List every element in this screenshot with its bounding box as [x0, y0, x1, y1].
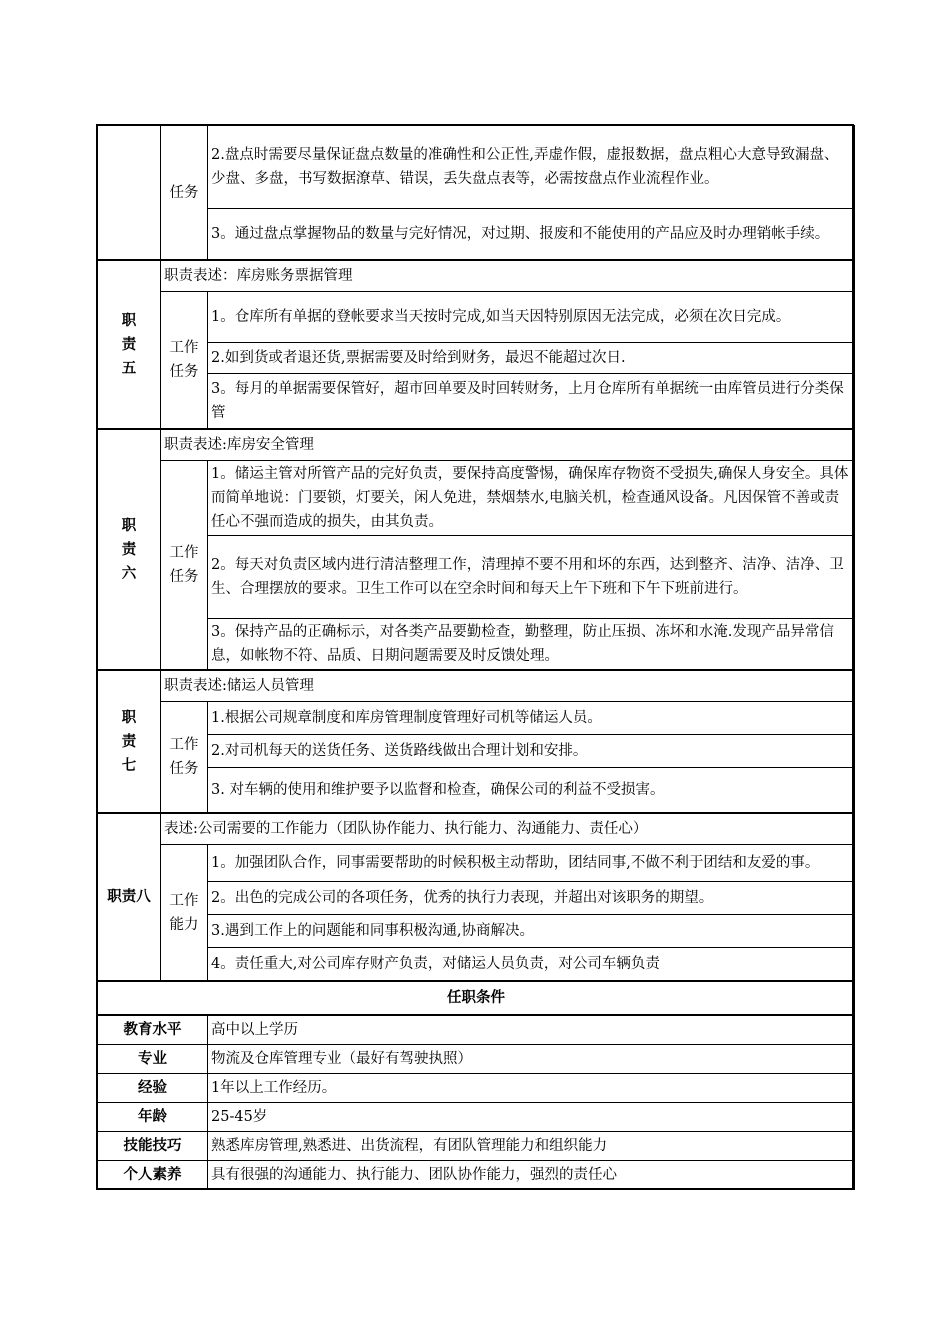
duty-5-task-row	[98, 343, 855, 374]
requirements-header-row	[98, 981, 855, 1015]
duty-8-task-row	[98, 948, 855, 982]
duty-7-description: 职责表述:储运人员管理	[161, 670, 855, 702]
requirement-value: 1年以上工作经历。	[208, 1074, 855, 1103]
duty-7-task-label: 工作 任务	[161, 702, 208, 814]
duty-5-desc-row	[98, 260, 855, 292]
duty-8-task-1: 1。加强团队合作，同事需要帮助的时候积极主动帮助，团结同事,不做不利于团结和友爱的事。	[208, 845, 855, 882]
duty-8-task-label: 工作 能力	[161, 845, 208, 982]
duty-7-desc-row	[98, 670, 855, 702]
duty-6-task-row	[98, 461, 855, 536]
requirement-row	[98, 1015, 855, 1045]
duty-5-task-2: 2.如到货或者退还货,票据需要及时给到财务，最迟不能超过次日.	[208, 343, 855, 374]
duty-8-task-row	[98, 845, 855, 882]
duty-8-description: 表述:公司需要的工作能力（团队协作能力、执行能力、沟通能力、责任心）	[161, 813, 855, 845]
requirement-value: 熟悉库房管理,熟悉进、出货流程，有团队管理能力和组织能力	[208, 1132, 855, 1161]
duty-5-task-row	[98, 374, 855, 430]
requirements-title: 任职条件	[98, 981, 855, 1015]
requirement-label: 专业	[98, 1045, 208, 1074]
duty-8-task-row	[98, 882, 855, 915]
requirement-value: 具有很强的沟通能力、执行能力、团队协作能力，强烈的责任心	[208, 1161, 855, 1190]
requirement-value: 高中以上学历	[208, 1015, 855, 1045]
requirement-row	[98, 1103, 855, 1132]
duty-6-task-label: 工作 任务	[161, 461, 208, 671]
duty-7-task-row	[98, 735, 855, 768]
duty-5-task-label: 工作 任务	[161, 292, 208, 430]
duty-6-task-row	[98, 536, 855, 619]
duty-8-task-3: 3.遇到工作上的问题能和同事积极沟通,协商解决。	[208, 915, 855, 948]
duty-8-desc-row	[98, 813, 855, 845]
duty-7-task-row	[98, 702, 855, 735]
duty-7-task-row	[98, 768, 855, 814]
duty-6-task-row	[98, 619, 855, 671]
duty-4-task-label: 任务	[161, 126, 208, 261]
duty-5-task-1: 1。仓库所有单据的登帐要求当天按时完成,如当天因特别原因无法完成，必须在次日完成。	[208, 292, 855, 343]
duty-7-task-1: 1.根据公司规章制度和库房管理制度管理好司机等储运人员。	[208, 702, 855, 735]
requirement-row	[98, 1161, 855, 1190]
requirement-label: 个人素养	[98, 1161, 208, 1190]
duty-4-task-row	[98, 209, 855, 261]
duty-4-label-cell	[98, 126, 161, 261]
duty-7-task-2: 2.对司机每天的送货任务、送货路线做出合理计划和安排。	[208, 735, 855, 768]
duty-8-task-2: 2。出色的完成公司的各项任务，优秀的执行力表现，并超出对该职务的期望。	[208, 882, 855, 915]
requirement-value: 物流及仓库管理专业（最好有驾驶执照）	[208, 1045, 855, 1074]
duty-5-task-row	[98, 292, 855, 343]
duty-6-description: 职责表述:库房安全管理	[161, 429, 855, 461]
duty-7-task-3: 3. 对车辆的使用和维护要予以监督和检查，确保公司的利益不受损害。	[208, 768, 855, 814]
duty-5-label: 职 责 五	[98, 260, 161, 429]
duty-4-task-2: 2.盘点时需要尽量保证盘点数量的准确性和公正性,弄虚作假，虚报数据，盘点粗心大意导致漏盘、少盘、多盘，书写数据潦草、错误，丢失盘点表等，必需按盘点作业流程作业。	[208, 126, 855, 209]
duty-6-task-3: 3。保持产品的正确标示，对各类产品要勤检查，勤整理，防止压损、冻坏和水淹.发现产品异常信息，如帐物不符、品质、日期问题需要及时反馈处理。	[208, 619, 855, 671]
requirement-row	[98, 1074, 855, 1103]
duty-8-task-4: 4。责任重大,对公司库存财产负责，对储运人员负责，对公司车辆负责	[208, 948, 855, 982]
duty-6-task-2: 2。每天对负责区域内进行清洁整理工作，清理掉不要不用和坏的东西，达到整齐、洁净、洁净、卫生、合理摆放的要求。卫生工作可以在空余时间和每天上午下班和下午下班前进行。	[208, 536, 855, 619]
duty-7-label: 职 责 七	[98, 670, 161, 813]
duty-8-task-row	[98, 915, 855, 948]
requirement-row	[98, 1045, 855, 1074]
requirement-label: 经验	[98, 1074, 208, 1103]
requirement-label: 教育水平	[98, 1015, 208, 1045]
requirement-value: 25-45岁	[208, 1103, 855, 1132]
duty-6-desc-row	[98, 429, 855, 461]
requirement-label: 年龄	[98, 1103, 208, 1132]
requirement-label: 技能技巧	[98, 1132, 208, 1161]
duty-4-task-3: 3。通过盘点掌握物品的数量与完好情况，对过期、报废和不能使用的产品应及时办理销帐手续。	[208, 209, 855, 261]
duty-8-label: 职责八	[98, 813, 161, 981]
requirement-row	[98, 1132, 855, 1161]
duty-6-task-1: 1。储运主管对所管产品的完好负责，要保持高度警惕，确保库存物资不受损失,确保人身安全。具体而简单地说：门要锁，灯要关，闲人免进，禁烟禁水,电脑关机，检查通风设备。凡因保管不善或责任心不强而造成的损失，由其负责。	[208, 461, 855, 536]
duty-5-task-3: 3。每月的单据需要保管好，超市回单要及时回转财务，上月仓库所有单据统一由库管员进行分类保管	[208, 374, 855, 430]
duty-5-description: 职责表述：库房账务票据管理	[161, 260, 855, 292]
job-description-table	[97, 125, 855, 1190]
duty-6-label: 职 责 六	[98, 429, 161, 670]
duty-4-task-row	[98, 126, 855, 209]
